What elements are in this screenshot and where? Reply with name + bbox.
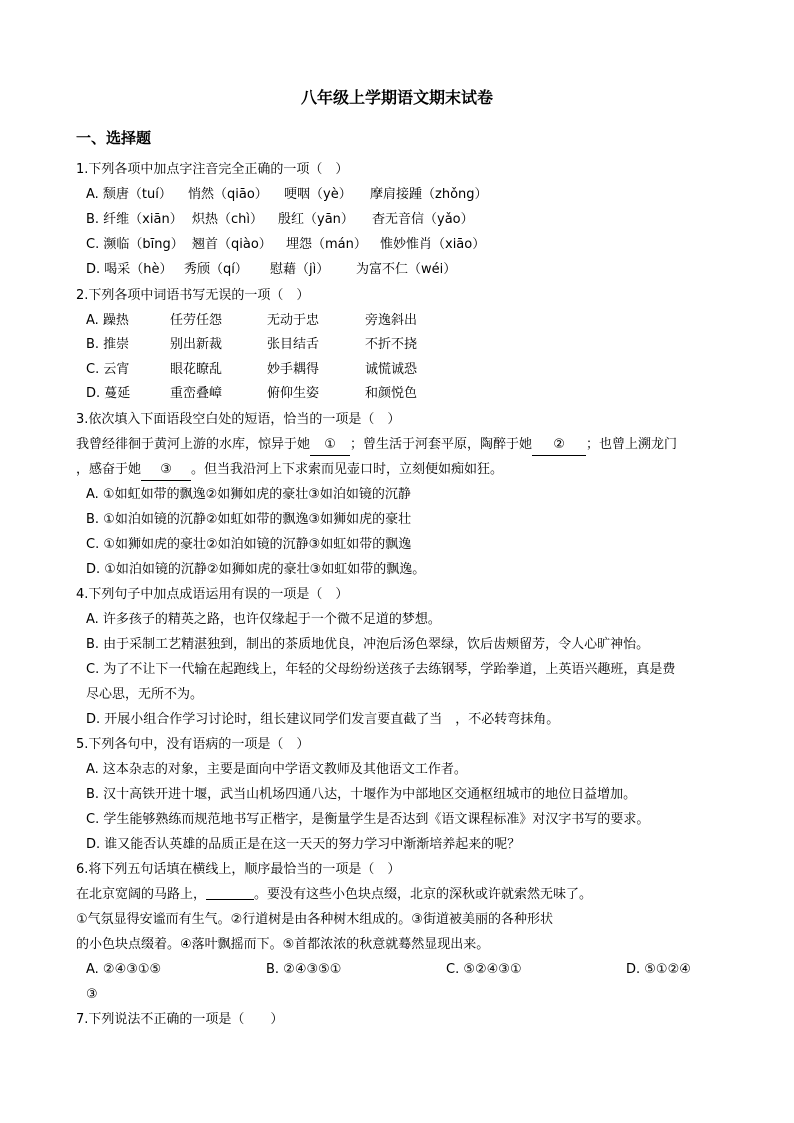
q5-option-b[interactable]: B. 汉十高铁开进十堰，武当山机场四通八达，十堰作为中部地区交通枢纽城市的地位日益增加。 [86, 787, 637, 802]
q6-passage-text: 。要没有这些小色块点缀，北京的深秋或许就索然无味了。 [254, 887, 593, 902]
q2-a-3: 无动于忠 [267, 313, 320, 328]
q2-a-4: 旁逸斜出 [365, 313, 418, 328]
section-heading: 一、选择题 [76, 129, 152, 147]
q2-option-b[interactable] [86, 335, 417, 355]
page-title: 八年级上学期语文期末试卷 [300, 88, 493, 107]
q2-d-3: 俯仰生姿 [267, 386, 320, 401]
q6-blank [206, 885, 254, 900]
q2-a-1: A. 躁热 [86, 313, 129, 328]
q6-passage-text: 在北京宽阔的马路上， [76, 887, 207, 902]
q2-b-3: 张目结舌 [267, 337, 320, 352]
q1-c-2: 翘首（qiào） [192, 237, 272, 252]
q6-sentences-line-1: ①气氛显得安谧而有生气。②行道树是由各种树木组成的。③街道被美丽的各种形状 [76, 912, 553, 927]
q1-d-3: 慰藉（jì） [270, 262, 330, 277]
q3-option-d[interactable]: D. ①如泊如镜的沉静②如狮如虎的豪壮③如虹如带的飘逸。 [86, 562, 426, 577]
q6-option-a[interactable]: A. ②④③①⑤ [86, 962, 162, 977]
q3-passage-text: ；曾生活于河套平原，陶醉于她 [350, 437, 533, 452]
q6-option-b[interactable]: B. ②④③⑤① [266, 962, 342, 977]
question-6-stem: 6.将下列五句话填在横线上，顺序最恰当的一项是（ ） [76, 862, 401, 877]
q3-passage-line-2 [76, 460, 503, 481]
q3-blank-3: ③ [141, 460, 191, 481]
q2-b-1: B. 推崇 [86, 337, 130, 352]
q6-option-c[interactable]: C. ⑤②④③① [446, 962, 522, 977]
q2-c-1: C. 云宵 [86, 362, 130, 377]
q5-option-c[interactable]: C. 学生能够熟练而规范地书写正楷字，是衡量学生是否达到《语文课程标准》对汉字书写的要求。 [86, 812, 650, 827]
q2-d-4: 和颜悦色 [365, 386, 418, 401]
q3-blank-2: ② [532, 435, 586, 456]
q2-option-d[interactable] [86, 384, 417, 404]
q1-c-1: C. 濒临（bīng） [86, 237, 184, 252]
q1-d-4: 为富不仁（wéi） [356, 262, 457, 277]
q1-a-3: 哽咽（yè） [284, 187, 352, 202]
q2-b-2: 别出新裁 [170, 337, 223, 352]
q5-option-a[interactable]: A. 这本杂志的对象，主要是面向中学语文教师及其他语文工作者。 [86, 762, 467, 777]
q6-option-d-continued: ③ [86, 987, 98, 1002]
q3-option-c[interactable]: C. ①如狮如虎的豪壮②如泊如镜的沉静③如虹如带的飘逸 [86, 537, 412, 552]
q1-b-4: 杳无音信（yǎo） [372, 212, 474, 227]
q3-passage-text: ；也曾上溯龙门 [586, 437, 678, 452]
question-2-stem: 2.下列各项中词语书写无误的一项（ ） [76, 288, 310, 303]
q6-sentences-line-2: 的小色块点缀着。④落叶飘摇而下。⑤首都浓浓的秋意就蓦然显现出来。 [76, 937, 490, 952]
q2-d-2: 重峦叠嶂 [170, 386, 223, 401]
q1-a-1: A. 颓唐（tuí） [86, 187, 172, 202]
q5-option-d[interactable]: D. 谁又能否认英雄的品质正是在这一天天的努力学习中渐渐培养起来的呢？ [86, 837, 521, 852]
q2-option-c[interactable] [86, 360, 417, 380]
q1-option-a[interactable] [86, 185, 488, 205]
q4-option-c[interactable]: C. 为了不让下一代输在起跑线上，年轻的父母纷纷送孩子去练钢琴，学跆拳道，上英语兴趣班，真是费 [86, 662, 676, 677]
q3-passage-line-1 [76, 435, 677, 456]
q3-option-a[interactable]: A. ①如虹如带的飘逸②如狮如虎的豪壮③如泊如镜的沉静 [86, 487, 411, 502]
q1-b-3: 殷红（yān） [278, 212, 354, 227]
q6-option-d[interactable]: D. ⑤①②④ [626, 962, 691, 977]
question-7-stem: 7.下列说法不正确的一项是（ ） [76, 1012, 284, 1027]
q2-c-4: 诚慌诚恐 [365, 362, 418, 377]
q1-d-2: 秀颀（qí） [184, 262, 248, 277]
q2-b-4: 不折不挠 [365, 337, 418, 352]
q3-passage-text: 我曾经徘徊于黄河上游的水库，惊异于她 [76, 437, 311, 452]
q1-d-1: D. 喝采（hè） [86, 262, 173, 277]
q1-option-d[interactable] [86, 260, 456, 280]
q1-c-3: 埋怨（mán） [286, 237, 367, 252]
q4-option-b[interactable]: B. 由于采制工艺精湛独到，制出的茶质地优良，冲泡后汤色翠绿，饮后齿颊留芳，令人心旷神怡。 [86, 637, 650, 652]
q2-option-a[interactable] [86, 311, 417, 331]
q6-passage-line-1 [76, 885, 592, 905]
q1-c-4: 惟妙惟肖（xiāo） [380, 237, 486, 252]
q1-option-c[interactable] [86, 235, 485, 255]
q3-blank-1: ① [310, 435, 350, 456]
q1-b-1: B. 纤维（xiān） [86, 212, 183, 227]
question-4-stem: 4.下列句子中加点成语运用有误的一项是（ ） [76, 587, 349, 602]
q3-passage-text: ，感奋于她 [76, 462, 142, 477]
q3-option-b[interactable]: B. ①如泊如镜的沉静②如虹如带的飘逸③如狮如虎的豪壮 [86, 512, 412, 527]
question-3-stem: 3.依次填入下面语段空白处的短语，恰当的一项是（ ） [76, 412, 401, 427]
q2-c-3: 妙手耦得 [267, 362, 320, 377]
q1-a-2: 悄然（qiāo） [188, 187, 268, 202]
q2-d-1: D. 蔓延 [86, 386, 131, 401]
q1-a-4: 摩肩接踵（zhǒng） [370, 187, 488, 202]
q2-a-2: 任劳任怨 [170, 313, 223, 328]
question-5-stem: 5.下列各句中，没有语病的一项是（ ） [76, 737, 310, 752]
q4-option-c-continued: 尽心思，无所不为。 [86, 687, 204, 702]
q4-option-a[interactable]: A. 许多孩子的精英之路，也许仅缘起于一个微不足道的梦想。 [86, 612, 441, 627]
q1-b-2: 炽热（chì） [192, 212, 263, 227]
q4-option-d[interactable]: D. 开展小组合作学习讨论时，组长建议同学们发言要直截了当 ，不必转弯抹角。 [86, 712, 560, 727]
q2-c-2: 眼花瞭乱 [170, 362, 223, 377]
q3-passage-text: 。但当我沿河上下求索而见壶口时，立刻便如痴如狂。 [191, 462, 504, 477]
q1-option-b[interactable] [86, 210, 474, 230]
question-1-stem: 1.下列各项中加点字注音完全正确的一项（ ） [76, 162, 349, 177]
